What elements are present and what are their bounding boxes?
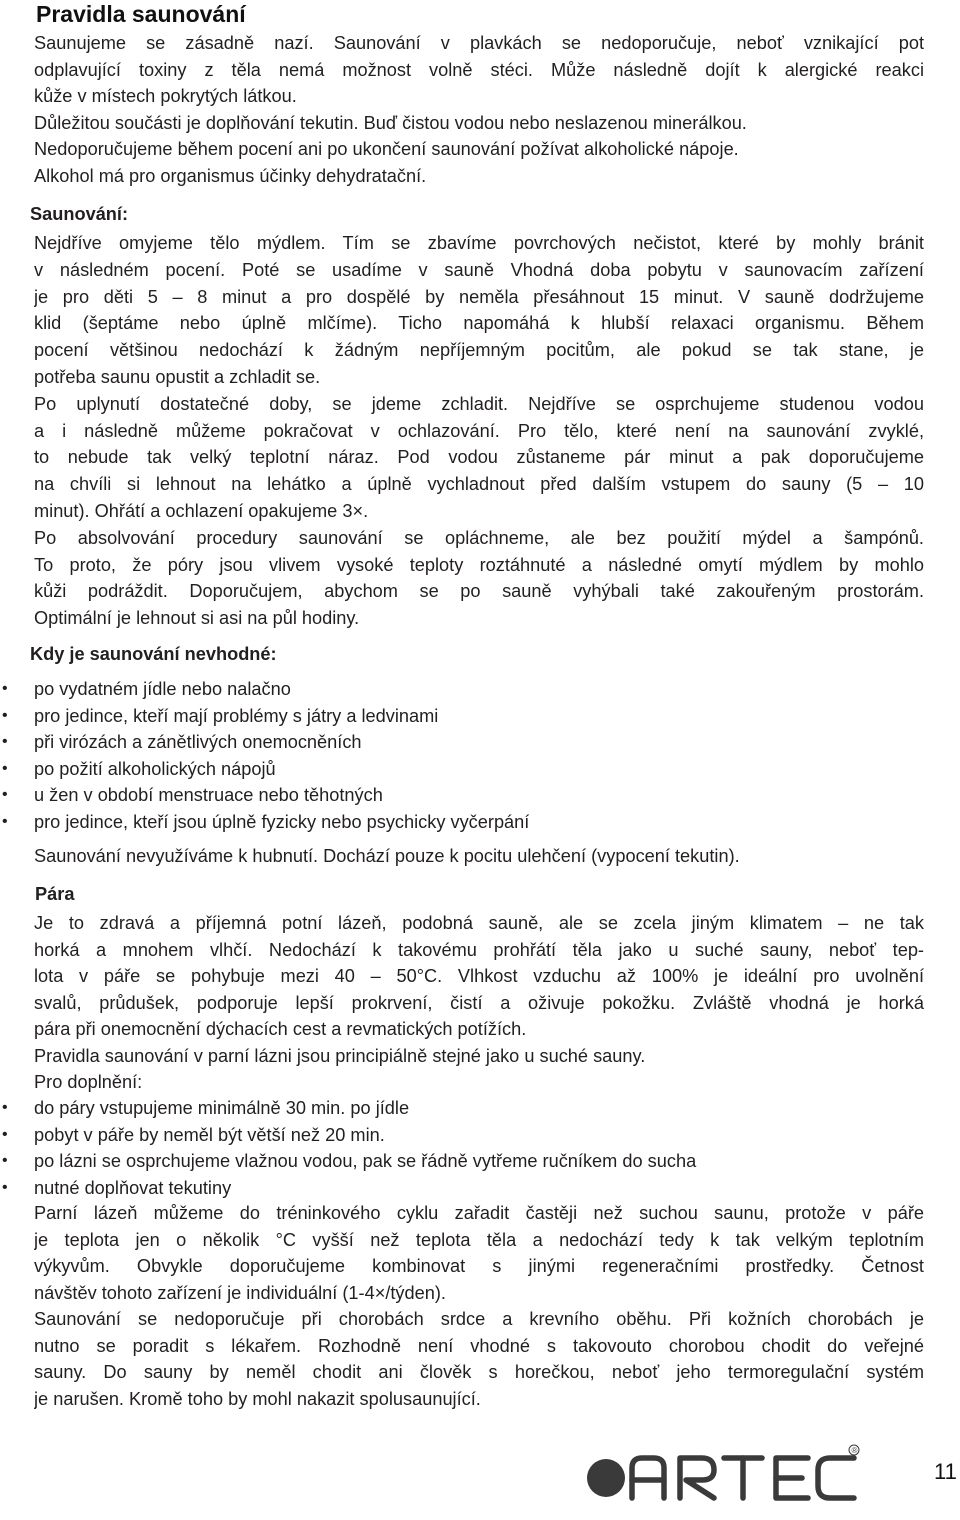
- bullet-icon: •: [2, 759, 8, 777]
- logo-text: ARTEC: [584, 1444, 588, 1445]
- list-item-text: po vydatném jídle nebo nalačno: [34, 679, 291, 699]
- page-title: Pravidla saunování: [36, 1, 246, 27]
- saunovani-line: v následném pocení. Poté se usadíme v sauně Vhodná doba pobytu v saunovacím zařízení: [34, 259, 924, 280]
- artec-logo: [584, 1444, 864, 1514]
- saunovani-line: kůži podráždit. Doporučujem, abychom se po sauně vyhýbali také zakouřeným prostorám.: [34, 581, 924, 602]
- saunovani-line: Po uplynutí dostatečné doby, se jdeme zchladit. Nejdříve se osprchujeme studenou vodou: [34, 393, 924, 414]
- list-item-text: do páry vstupujeme minimálně 30 min. po jídle: [34, 1098, 410, 1118]
- list-item: [0, 809, 900, 835]
- saunovani-line: a i následně můžeme pokračovat v ochlazování. Pro tělo, které není na saunování zvyklé,: [34, 420, 924, 441]
- list-item: [0, 1148, 900, 1174]
- list-item: [0, 703, 900, 729]
- list-item: [0, 782, 900, 808]
- saunovani-line: pocení většinou nedochází k žádným nepříjemným pocitům, ale pokud se tak stane, je: [34, 340, 924, 361]
- para-line: svalů, průdušek, podporuje lepší prokrvení, čistí a oživuje pokožku. Zvláště vhodná je horká: [34, 992, 924, 1013]
- paraend-line: návštěv tohoto zařízení je individuální (1-4×/týden).: [34, 1282, 446, 1303]
- bullet-icon: •: [2, 680, 8, 697]
- logo-circle-icon: [587, 1459, 625, 1497]
- list-item: [0, 729, 900, 755]
- list-item: [0, 756, 900, 782]
- list-item-text: při virózách a zánětlivých onemocněních: [34, 732, 362, 752]
- bullet-icon: •: [2, 1099, 8, 1116]
- list-item-text: po lázni se osprchujeme vlažnou vodou, pak se řádně vytřeme ručníkem do sucha: [34, 1151, 697, 1171]
- nevhodne-heading: Kdy je saunování nevhodné:: [30, 644, 277, 664]
- para-line: pára při onemocnění dýchacích cest a revmatických potížích.: [34, 1019, 527, 1039]
- page-number: 11: [934, 1459, 957, 1484]
- bullet-icon: •: [2, 1125, 8, 1143]
- list-item: [0, 1095, 900, 1121]
- para-line: Je to zdravá a příjemná potní lázeň, podobná sauně, ale se zcela jiným klimatem – ne tak: [34, 913, 924, 933]
- hubnuti-text: Saunování nevyužíváme k hubnutí. Dochází pouze k pocitu ulehčení (vypocení tekutin).: [34, 846, 740, 866]
- intro-line: Nedoporučujeme během pocení ani po ukončení saunování požívat alkoholické nápoje.: [34, 139, 739, 159]
- para-line: Pravidla saunování v parní lázni jsou principiálně stejné jako u suché sauny.: [34, 1045, 646, 1066]
- logo-registered: ®: [851, 1446, 858, 1455]
- saunovani-line: To proto, že póry jsou vlivem vysoké teploty roztáhnuté a následné omytí mýdlem by mohlo: [34, 554, 924, 575]
- bullet-icon: •: [2, 786, 8, 803]
- saunovani-line: potřeba saunu opustit a zchladit se.: [34, 367, 321, 387]
- list-item-text: pobyt v páře by neměl být větší než 20 min.: [34, 1124, 385, 1145]
- saunovani-line: Nejdříve omyjeme tělo mýdlem. Tím se zbavíme povrchových nečistot, které by mohly bránit: [34, 233, 924, 253]
- paraend-line: sauny. Do sauny by neměl chodit ani člověk s horečkou, neboť jeho termoregulační systém: [34, 1362, 924, 1382]
- bullet-icon: •: [2, 1178, 8, 1196]
- bullet-icon: •: [2, 812, 8, 830]
- list-item-text: pro jedince, kteří jsou úplně fyzicky nebo psychicky vyčerpání: [34, 811, 530, 832]
- para-heading: Pára: [35, 884, 75, 904]
- list-item-text: po požití alkoholických nápojů: [34, 758, 276, 779]
- intro-line: kůže v místech pokrytých látkou.: [34, 86, 297, 106]
- saunovani-line: klid (šeptáme nebo úplně mlčíme). Ticho napomáhá k hlubší relaxaci organismu. Během: [34, 313, 924, 334]
- intro-line: Alkohol má pro organismus účinky dehydratační.: [34, 165, 427, 186]
- saunovani-line: na chvíli si lehnout na lehátko a úplně vychladnout před dalším vstupem do sauny (5 – 10: [34, 474, 924, 495]
- list-item-text: u žen v období menstruace nebo těhotných: [34, 785, 383, 805]
- paraend-line: nutno se poradit s lékařem. Rozhodně není vhodné s takovouto chorobou chodit do veřejné: [34, 1335, 924, 1356]
- list-item-text: nutné doplňovat tekutiny: [34, 1177, 232, 1198]
- bullet-icon: •: [2, 733, 8, 750]
- saunovani-line: je pro děti 5 – 8 minut a pro dospělé by neměla přesáhnout 15 minut. V sauně dodržujeme: [34, 286, 924, 307]
- list-item: [0, 1175, 900, 1201]
- list-item: [0, 1122, 900, 1148]
- paraend-line: je teplota jen o několik °C vyšší než teplota těla a nedochází tedy k tak velkým teplotním: [34, 1229, 924, 1250]
- bullet-icon: •: [2, 1152, 8, 1169]
- paraend-line: je narušen. Kromě toho by mohl nakazit spolusaunující.: [34, 1388, 481, 1409]
- list-item-text: pro jedince, kteří mají problémy s játry a ledvinami: [34, 705, 439, 726]
- saunovani-line: Optimální je lehnout si asi na půl hodiny.: [34, 608, 360, 629]
- paraend-line: výkyvům. Obvykle doporučujeme kombinovat s jinými regeneračními prostředky. Četnost: [34, 1256, 924, 1276]
- intro-line: odplavující toxiny z těla nemá možnost volně stéci. Může následně dojít k alergické reakci: [34, 59, 924, 80]
- saunovani-heading: Saunování:: [30, 204, 129, 224]
- intro-line: Důležitou součásti je doplňování tekutin. Buď čistou vodou nebo neslazenou minerálkou.: [34, 112, 747, 133]
- saunovani-line: to nebude tak velký teplotní náraz. Pod vodou zůstaneme pár minut a pak doporučujeme: [34, 447, 924, 468]
- paraend-line: Parní lázeň můžeme do tréninkového cyklu zařadit častěji než suchou saunu, protože v páře: [34, 1203, 924, 1223]
- para-line: lota v páře se pohybuje mezi 40 – 50°C. Vlhkost vzduchu až 100% je ideální pro uvolnění: [34, 966, 924, 986]
- intro-line: Saunujeme se zásadně nazí. Saunování v plavkách se nedoporučuje, neboť vznikající pot: [34, 33, 924, 53]
- para-line: horká a mnohem vlhčí. Nedochází k takovému prohřátí těla jako u suché sauny, neboť tep-: [34, 939, 924, 960]
- saunovani-line: minut). Ohřátí a ochlazení opakujeme 3×.: [34, 501, 369, 521]
- saunovani-line: Po absolvování procedury saunování se opláchneme, ale bez použití mýdel a šampónů.: [34, 527, 924, 548]
- list-item: [0, 676, 900, 702]
- para-line: Pro doplnění:: [34, 1072, 143, 1092]
- paraend-line: Saunování se nedoporučuje při chorobách srdce a krevního oběhu. Při kožních chorobách je: [34, 1309, 924, 1329]
- bullet-icon: •: [2, 706, 8, 724]
